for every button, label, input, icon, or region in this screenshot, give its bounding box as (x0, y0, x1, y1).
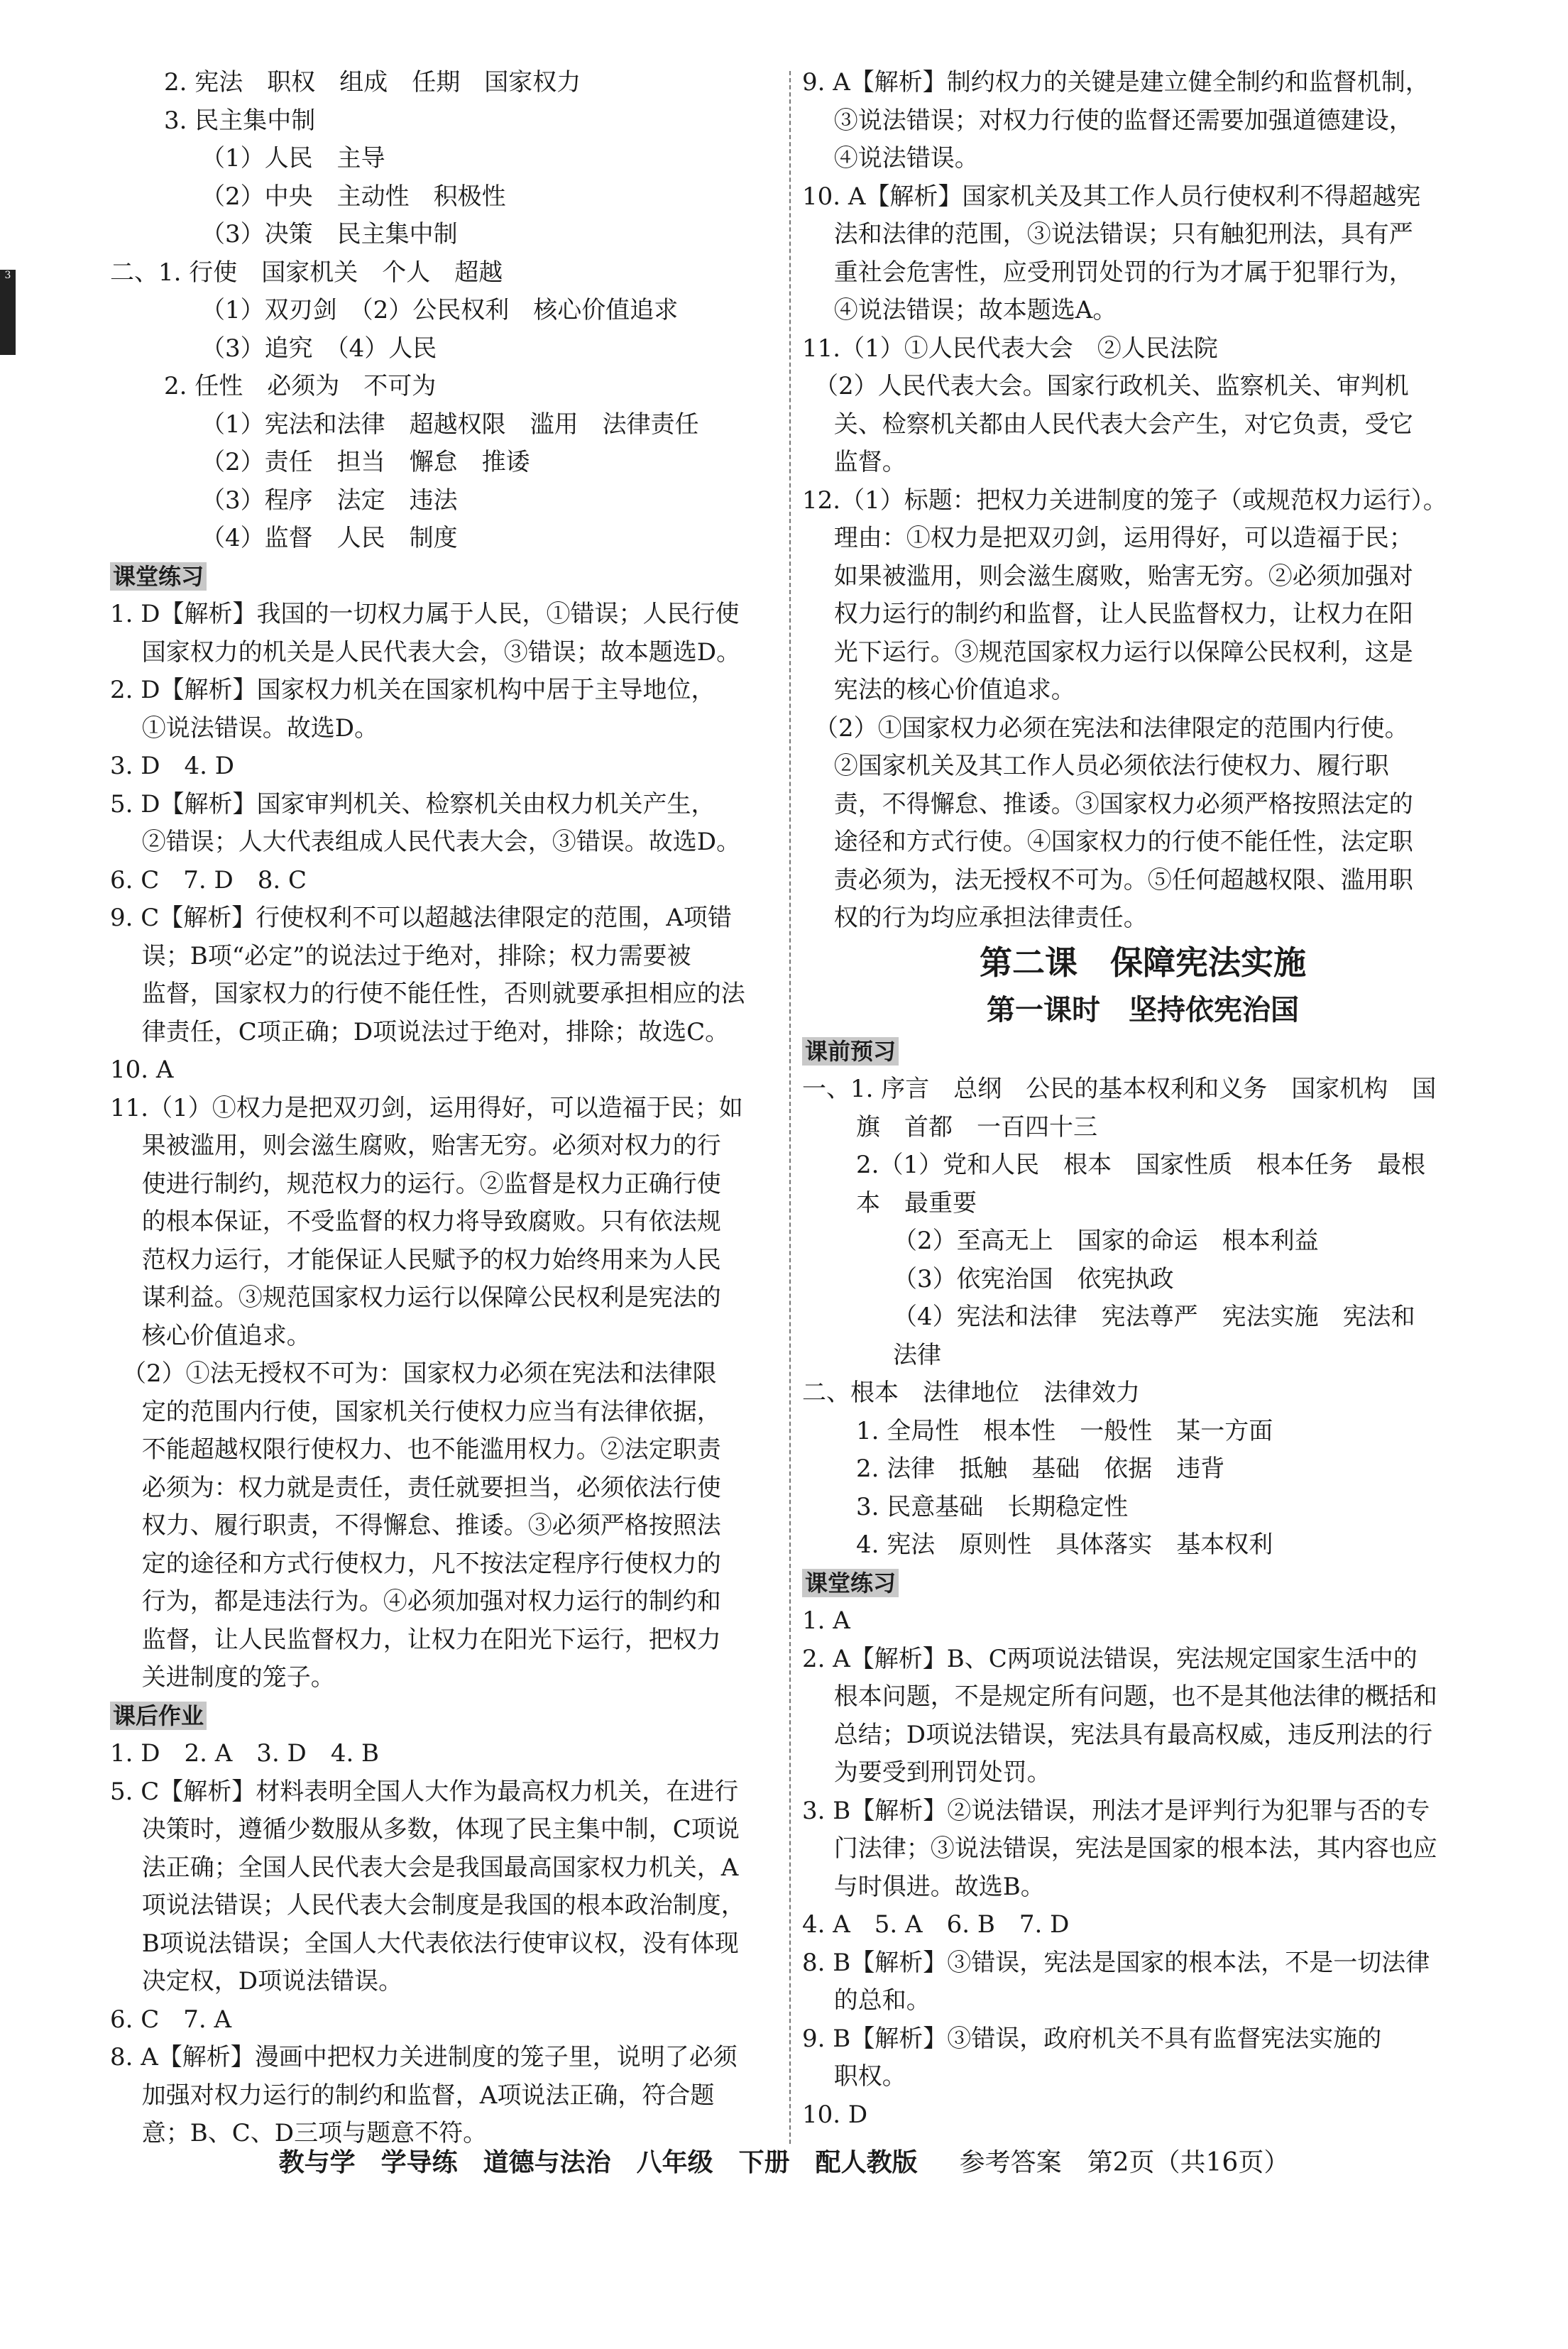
right-column-answers (802, 64, 1484, 938)
answer-line: 与时俱进。故选B。 (802, 1872, 1045, 1901)
answer-line: ③说法错误；对权力行使的监督还需要加强道德建设， (802, 106, 1413, 135)
answer-line: （2）①国家权力必须在宪法和法律限定的范围内行使。 (802, 713, 1409, 743)
answer-line: （3）程序 法定 违法 (201, 486, 458, 515)
answer-line: 监督，国家权力的行使不能任性，否则就要承担相应的法 (110, 980, 745, 1008)
answer-line: 权力运行的制约和监督，让人民监督权力，让权力在阳 (802, 600, 1413, 628)
answer-line: 关、检察机关都由人民代表大会产生，对它负责，受它 (802, 410, 1413, 439)
answer-line: 权力、履行职责，不得懈怠、推诿。③必须严格按照法 (110, 1511, 721, 1540)
answer-line: （2）至高无上 国家的命运 根本利益 (893, 1227, 1319, 1255)
answer-line: 根本问题，不是规定所有问题，也不是其他法律的概括和 (802, 1682, 1437, 1711)
answer-line: 5. C【解析】材料表明全国人大作为最高权力机关，在进行 (110, 1777, 739, 1806)
answer-line: 重社会危害性，应受刑罚处罚的行为才属于犯罪行为， (802, 258, 1413, 287)
answer-line: 决定权，D项说法错误。 (110, 1967, 403, 1995)
answer-line: 本 最重要 (856, 1188, 977, 1217)
answer-line: 总结；D项说法错误，宪法具有最高权威，违反刑法的行 (802, 1720, 1433, 1749)
answer-line: 二、1. 行使 国家机关 个人 超越 (110, 258, 503, 287)
answer-line: 3. B【解析】②说法错误，刑法才是评判行为犯罪与否的专 (802, 1796, 1430, 1825)
answer-line: 误；B项“必定”的说法过于绝对，排除；权力需要被 (110, 941, 691, 970)
section-heading (110, 558, 784, 596)
section-heading-label: 课后作业 (110, 1702, 207, 1730)
answer-line: 4. 宪法 原则性 具体落实 基本权利 (856, 1531, 1273, 1559)
answer-line: 定的途径和方式行使权力，凡不按法定程序行使权力的 (110, 1549, 721, 1578)
answer-line: 5. D【解析】国家审判机关、检察机关由权力机关产生， (110, 789, 716, 818)
answer-line: 法正确；全国人民代表大会是我国最高国家权力机关，A (110, 1853, 739, 1882)
answer-line: （2）①法无授权不可为：国家权力必须在宪法和法律限 (110, 1359, 717, 1388)
answer-line: 如果被滥用，则会滋生腐败，贻害无穷。②必须加强对 (802, 562, 1413, 591)
answer-line: 监督。 (802, 448, 906, 476)
answer-line: 一、1. 序言 总纲 公民的基本权利和义务 国家机构 国 (802, 1075, 1437, 1103)
answer-line: （3）依宪治国 依宪执政 (893, 1264, 1174, 1293)
answer-line: 12.（1）标题：把权力关进制度的笼子（或规范权力运行）。 (802, 486, 1447, 515)
answer-line: 途径和方式行使。④国家权力的行使不能任性，法定职 (802, 828, 1413, 856)
answer-line: （3）决策 民主集中制 (201, 220, 458, 248)
side-page-tab: 3 (0, 270, 16, 355)
answer-line: 11.（1）①人民代表大会 ②人民法院 (802, 334, 1218, 363)
answer-line: 宪法的核心价值追求。 (802, 676, 1075, 704)
answer-line: 8. A【解析】漫画中把权力关进制度的笼子里，说明了必须 (110, 2043, 738, 2071)
right-column-preview (802, 1033, 1484, 2135)
answer-line: 加强对权力运行的制约和监督，A项说法正确，符合题 (110, 2081, 715, 2110)
answer-line: 10. A (110, 1056, 174, 1084)
footer-book-title: 教与学 学导练 道德与法治 八年级 下册 配人教版 (278, 2148, 918, 2177)
answer-line: 1. D【解析】我国的一切权力属于人民，①错误；人民行使 (110, 600, 740, 628)
answer-line: 的根本保证，不受监督的权力将导致腐败。只有依法规 (110, 1208, 721, 1236)
answer-line: ①说法错误。故选D。 (110, 713, 379, 743)
answer-line: 律责任，C项正确；D项说法过于绝对，排除；故选C。 (110, 1017, 730, 1046)
section-heading (110, 1697, 784, 1736)
answer-line: （2）中央 主动性 积极性 (201, 182, 506, 211)
section-heading-label: 课堂练习 (802, 1569, 899, 1597)
answer-line: 责必须为，法无授权不可为。⑤任何超越权限、滥用职 (802, 865, 1413, 894)
answer-line: （1）宪法和法律 超越权限 滥用 法律责任 (201, 410, 699, 439)
answer-line: （4）监督 人民 制度 (201, 524, 458, 552)
answer-line: 的总和。 (802, 1986, 931, 2015)
answer-line: 职权。 (802, 2062, 906, 2091)
answer-line: 10. D (802, 2100, 868, 2129)
answer-line: 法和法律的范围，③说法错误；只有触犯刑法，具有严 (802, 220, 1413, 248)
answer-line: 果被滥用，则会滋生腐败，贻害无穷。必须对权力的行 (110, 1132, 721, 1160)
answer-line: 权的行为均应承担法律责任。 (802, 904, 1148, 932)
section-title: 第一课时 坚持依宪治国 (987, 993, 1299, 1026)
answer-line: ②错误；人大代表组成人民代表大会，③错误。故选D。 (110, 828, 741, 856)
answer-line: 不能超越权限行使权力、也不能滥用权力。②法定职责 (110, 1435, 721, 1464)
answer-line: 2. 宪法 职权 组成 任期 国家权力 (164, 68, 581, 97)
section-heading-label: 课前预习 (802, 1037, 899, 1066)
answer-line: 10. A【解析】国家机关及其工作人员行使权利不得超越宪 (802, 182, 1421, 211)
answer-line: B项说法错误；全国人大代表依法行使审议权，没有体现 (110, 1929, 739, 1958)
answer-line: 项说法错误；人民代表大会制度是我国的根本政治制度， (110, 1891, 745, 1920)
answer-line: （1）双刃剑 （2）公民权利 核心价值追求 (201, 296, 679, 324)
footer-page-info: 参考答案 第2页（共16页） (959, 2148, 1290, 2177)
answer-line: 4. A 5. A 6. B 7. D (802, 1910, 1070, 1939)
answer-line: 9. A【解析】制约权力的关键是建立健全制约和监督机制， (802, 68, 1430, 97)
answer-line: 定的范围内行使，国家机关行使权力应当有法律依据， (110, 1397, 721, 1426)
answer-line: 必须为：权力就是责任，责任就要担当，必须依法行使 (110, 1473, 721, 1502)
answer-line: 行为，都是违法行为。④必须加强对权力运行的制约和 (110, 1587, 721, 1616)
answer-line: 决策时，遵循少数服从多数，体现了民主集中制，C项说 (110, 1815, 740, 1844)
answer-line: 2. 任性 必须为 不可为 (164, 372, 437, 400)
right-column (802, 64, 1484, 2134)
answer-line: （2）人民代表大会。国家行政机关、监察机关、审判机 (802, 372, 1409, 400)
answer-line: 法律 (893, 1340, 941, 1369)
section-heading (802, 1033, 1484, 1071)
answer-line: 3. D 4. D (110, 752, 235, 780)
answer-line: （3）追究 （4）人民 (201, 334, 437, 363)
answer-line: 2. D【解析】国家权力机关在国家机构中居于主导地位， (110, 676, 716, 704)
answer-line: 意；B、C、D三项与题意不符。 (110, 2119, 488, 2147)
answer-line: 9. B【解析】③错误，政府机关不具有监督宪法实施的 (802, 2024, 1382, 2053)
answer-line: 光下运行。③规范国家权力运行以保障公民权利，这是 (802, 637, 1413, 667)
answer-line: 2. 法律 抵触 基础 依据 违背 (856, 1455, 1225, 1483)
answer-line: 3. 民主集中制 (164, 106, 316, 135)
answer-line: 1. 全局性 根本性 一般性 某一方面 (856, 1416, 1273, 1445)
answer-line: 责，不得懈怠、推诿。③国家权力必须严格按照法定的 (802, 789, 1413, 818)
answer-line: （2）责任 担当 懈怠 推诿 (201, 448, 530, 476)
answer-line: 6. C 7. A (110, 2005, 232, 2034)
answer-line: （4）宪法和法律 宪法尊严 宪法实施 宪法和 (893, 1303, 1415, 1331)
answer-line: 二、根本 法律地位 法律效力 (802, 1379, 1140, 1407)
answer-line: 1. D 2. A 3. D 4. B (110, 1739, 380, 1768)
page-footer (0, 2142, 1568, 2179)
answer-line: ④说法错误。 (802, 144, 979, 173)
lesson-title: 第二课 保障宪法实施 (980, 943, 1306, 982)
left-column (110, 64, 784, 2153)
answer-line: 8. B【解析】③错误，宪法是国家的根本法，不是一切法律 (802, 1948, 1430, 1977)
answer-line: 2.（1）党和人民 根本 国家性质 根本任务 最根 (856, 1151, 1426, 1179)
answer-line: 为要受到刑罚处罚。 (802, 1758, 1051, 1787)
answer-line: 6. C 7. D 8. C (110, 865, 307, 894)
answer-line: 关进制度的笼子。 (110, 1663, 335, 1692)
answer-line: 旗 首都 一百四十三 (856, 1112, 1097, 1141)
answer-line: ②国家机关及其工作人员必须依法行使权力、履行职 (802, 752, 1389, 780)
answer-line: 范权力运行，才能保证人民赋予的权力始终用来为人民 (110, 1245, 721, 1274)
answer-line: 国家权力的机关是人民代表大会，③错误；故本题选D。 (110, 637, 741, 667)
answer-line: 11.（1）①权力是把双刃剑，运用得好，可以造福于民；如 (110, 1093, 743, 1122)
answer-line: 9. C【解析】行使权利不可以超越法律限定的范围，A项错 (110, 904, 732, 932)
column-divider (789, 71, 791, 2144)
section-heading (802, 1565, 1484, 1603)
answer-line: 理由：①权力是把双刃剑，运用得好，可以造福于民； (802, 524, 1413, 552)
answer-line: 门法律；③说法错误，宪法是国家的根本法，其内容也应 (802, 1834, 1437, 1863)
answer-line: 监督，让人民监督权力，让权力在阳光下运行，把权力 (110, 1625, 721, 1654)
answer-line: （1）人民 主导 (201, 144, 385, 173)
answer-line: 使进行制约，规范权力的运行。②监督是权力正确行使 (110, 1169, 721, 1198)
answer-line: 核心价值追求。 (110, 1321, 311, 1350)
answer-line: 谋利益。③规范国家权力运行以保障公民权利是宪法的 (110, 1283, 721, 1312)
answer-line: ④说法错误；故本题选A。 (802, 296, 1117, 324)
answer-line: 1. A (802, 1606, 850, 1635)
answer-line: 3. 民意基础 长期稳定性 (856, 1492, 1129, 1521)
section-heading-label: 课堂练习 (110, 562, 207, 591)
answer-line: 2. A【解析】B、C两项说法错误，宪法规定国家生活中的 (802, 1644, 1418, 1673)
